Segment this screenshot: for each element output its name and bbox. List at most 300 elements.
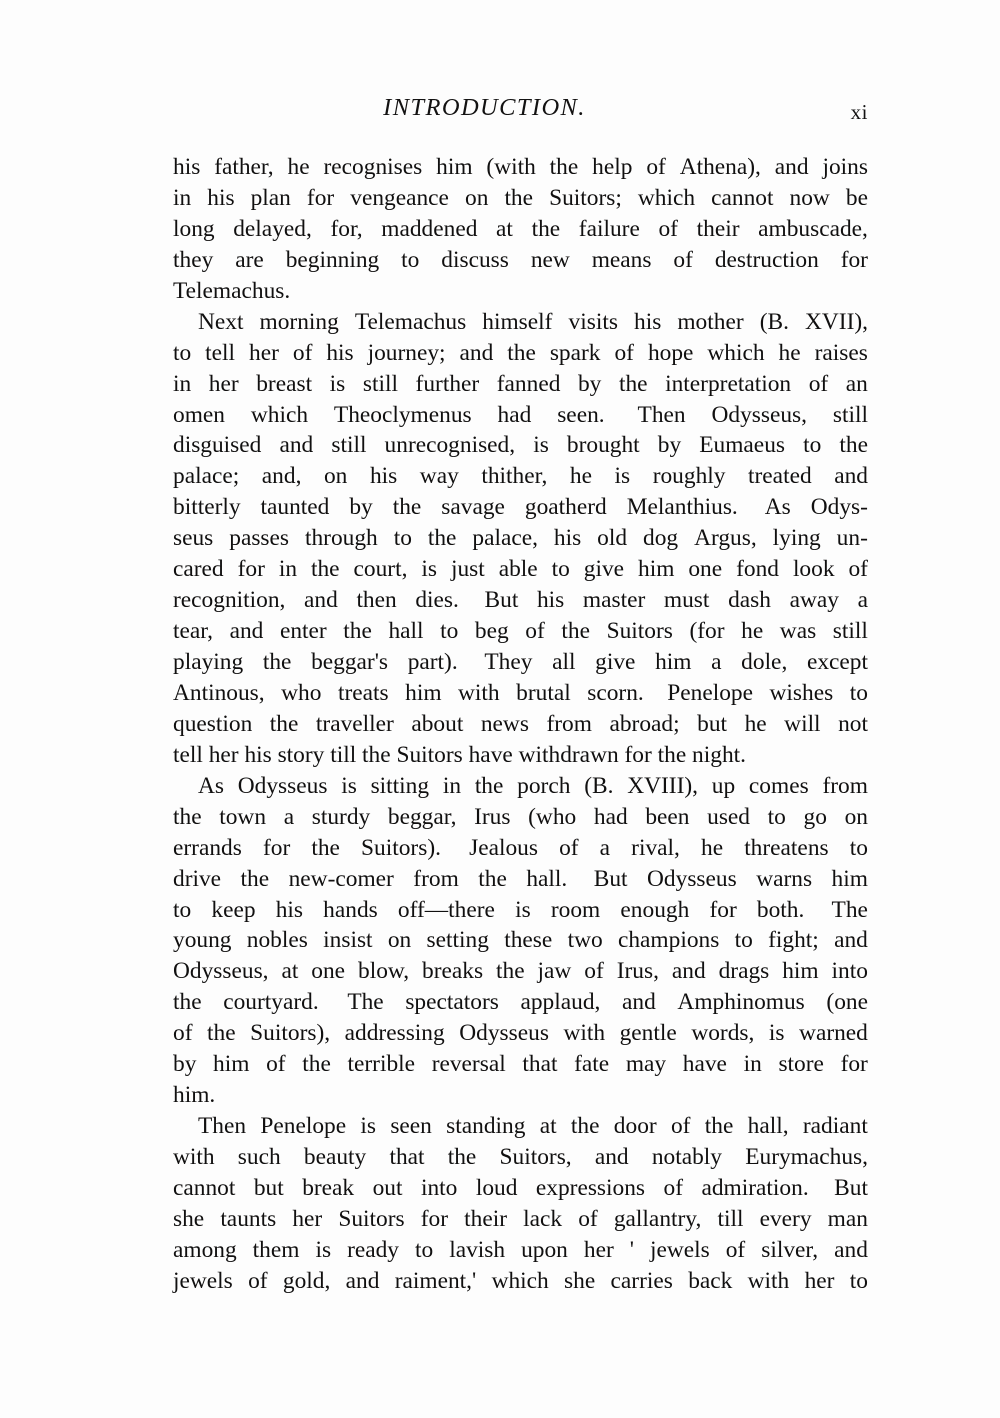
word: they (173, 246, 214, 273)
word: setting (426, 927, 489, 954)
word: old (597, 525, 628, 552)
word: dies. (415, 587, 459, 614)
word: ready (347, 1236, 400, 1263)
text-line (173, 709, 868, 740)
word: his (634, 308, 662, 335)
word: tear, (173, 618, 213, 645)
word: and (229, 618, 264, 645)
text-line (173, 956, 868, 987)
word: drags (718, 958, 770, 985)
word: father, (214, 154, 274, 180)
word: which (491, 1267, 549, 1294)
text-line (173, 369, 868, 400)
word: scorn. (587, 679, 644, 706)
word: (B. (759, 308, 789, 335)
word: gentle (619, 1020, 677, 1047)
word: both. (756, 896, 805, 923)
word: the (507, 339, 536, 366)
word: young (173, 927, 232, 954)
word: XVII), (805, 308, 868, 335)
word: every (759, 1205, 812, 1232)
word: seen (390, 1113, 432, 1140)
word: cared (173, 556, 224, 583)
word: hope (647, 339, 694, 366)
word: is (341, 772, 357, 799)
word: by (657, 432, 682, 459)
text-line (173, 987, 868, 1018)
word: is (421, 556, 437, 583)
text-line (173, 925, 868, 956)
word: with (458, 679, 500, 706)
text-line (173, 678, 868, 709)
word: keep (211, 896, 256, 923)
word: away (789, 587, 839, 614)
word: admiration. (701, 1174, 809, 1201)
word: that (389, 1144, 425, 1170)
word: an (845, 370, 868, 397)
text-line (173, 338, 868, 369)
word: till (717, 1205, 744, 1232)
word: way (419, 463, 459, 490)
word: recognition, (173, 587, 286, 614)
word: But (484, 587, 519, 614)
text-line (173, 864, 868, 895)
word: on (465, 184, 489, 211)
word: still (832, 618, 868, 645)
word: new-comer (288, 865, 394, 892)
word: the (531, 215, 561, 242)
word: for (840, 246, 868, 273)
word: is (533, 432, 549, 459)
word: at (281, 958, 299, 985)
word: jewels (173, 1267, 233, 1294)
word: porch (517, 772, 571, 799)
word: to (734, 927, 753, 954)
word: Odys- (810, 494, 868, 521)
word: Penelope (260, 1113, 347, 1140)
word: to (401, 246, 420, 273)
text-line (173, 833, 868, 864)
word: among (173, 1236, 237, 1263)
word: is (614, 463, 631, 490)
word: his (275, 896, 303, 923)
word: upon (521, 1236, 568, 1263)
word: had (497, 401, 532, 428)
word: the (262, 649, 292, 675)
word: silver, (761, 1236, 819, 1263)
word: is (329, 370, 346, 397)
word: him (831, 865, 868, 892)
word: the (311, 834, 340, 861)
text-line (173, 1111, 868, 1142)
text-line (173, 276, 868, 307)
word: But (834, 1174, 868, 1201)
word: hall (388, 618, 424, 645)
word: addressing (344, 1020, 445, 1047)
word: roughly (652, 463, 726, 490)
word: who (281, 679, 322, 706)
word: a (857, 587, 868, 614)
word: As (764, 494, 791, 521)
word: the (392, 494, 422, 521)
word: Penelope (667, 679, 754, 706)
word: on (323, 463, 348, 490)
word: in (743, 1051, 762, 1078)
word: all (552, 649, 576, 675)
word: courtyard. (223, 989, 319, 1016)
page-number: xi (850, 100, 868, 124)
word: of (646, 154, 666, 180)
word: which (250, 401, 309, 428)
word: dole, (741, 649, 788, 675)
word: standing (446, 1113, 526, 1140)
word: for (262, 834, 291, 861)
word: a (283, 803, 295, 830)
word: Irus (474, 803, 511, 830)
word: one (311, 958, 346, 985)
word: she (564, 1267, 596, 1294)
text-line (173, 461, 868, 492)
word: for (237, 556, 265, 583)
word: failure (578, 215, 640, 242)
word: raises (814, 339, 868, 366)
word: and, (261, 463, 302, 490)
word: at (539, 1113, 557, 1140)
word: errands (173, 834, 242, 861)
text-line (173, 400, 868, 431)
word: ' (629, 1236, 634, 1263)
word: to (440, 618, 459, 645)
word: breaks (422, 958, 484, 985)
word: his (207, 184, 235, 211)
word: words, (691, 1020, 755, 1047)
running-head-title: INTRODUCTION. (383, 94, 586, 121)
word: he (569, 463, 592, 490)
word: have (682, 1051, 727, 1078)
text-line (173, 740, 868, 771)
word: Jealous (469, 834, 538, 861)
word: new (530, 246, 570, 273)
text-line (173, 554, 868, 585)
word: un- (836, 525, 868, 552)
word: of (584, 958, 604, 985)
word: had (593, 803, 628, 830)
text-line (173, 771, 868, 802)
word: palace; (173, 463, 240, 490)
word: Irus, (616, 958, 659, 985)
word: of (559, 834, 579, 861)
word: news (480, 710, 529, 737)
word: beg (474, 618, 509, 645)
word: from (546, 710, 592, 737)
word: Telemachus. (173, 277, 291, 304)
text-line (173, 585, 868, 616)
word: he (744, 710, 767, 737)
body-text-block (173, 152, 868, 1297)
word: court, (353, 556, 408, 583)
word: on (387, 927, 412, 954)
word: still (832, 401, 868, 428)
word: (with (486, 154, 536, 180)
word: him (405, 679, 442, 706)
word: must (663, 587, 710, 614)
word: treats (337, 679, 389, 706)
word: him. (173, 1082, 216, 1109)
word: bitterly (173, 494, 241, 521)
word: of (292, 339, 313, 366)
word: master (582, 587, 646, 614)
word: through (304, 525, 378, 552)
word: mother (677, 308, 744, 335)
word: and (834, 1236, 868, 1263)
word: in (173, 370, 192, 397)
word: the (310, 556, 340, 583)
word: vengeance (350, 184, 449, 211)
word: by (577, 370, 602, 397)
word: and (459, 339, 494, 366)
word: his (369, 463, 398, 490)
word: spectators (405, 989, 499, 1016)
word: was (779, 618, 817, 645)
word: traveller (315, 710, 394, 737)
word: in (278, 556, 298, 583)
word: able (498, 556, 538, 583)
word: Eumaeus (699, 432, 785, 459)
text-line (173, 647, 868, 678)
word: are (235, 246, 264, 273)
word: nobles (246, 927, 308, 954)
word: be (845, 184, 868, 211)
word: her (583, 1236, 614, 1263)
word: the (496, 958, 525, 985)
word: (one (826, 989, 868, 1016)
word: and (834, 463, 868, 490)
word: The (347, 989, 384, 1016)
word: the (302, 1051, 331, 1078)
word: beginning (285, 246, 380, 273)
word: discuss (441, 246, 509, 273)
word: the (474, 772, 504, 799)
word: their (464, 1205, 508, 1232)
word: lavish (449, 1236, 506, 1263)
word: door (613, 1113, 657, 1140)
word: rival, (631, 834, 680, 861)
word: tell her his story till the Suitors have withdrawn for the night. (173, 741, 746, 768)
word: sturdy (311, 803, 371, 830)
word: he (741, 618, 764, 645)
word: blow, (358, 958, 410, 985)
word: may (625, 1051, 667, 1078)
word: to (173, 896, 192, 923)
word: jaw (537, 958, 572, 985)
word: beauty (303, 1144, 367, 1170)
word: plan (250, 184, 291, 211)
word: question (173, 710, 253, 737)
word: him (638, 556, 675, 583)
word: (B. (584, 772, 614, 799)
word: hall, (747, 1113, 789, 1140)
word: expressions (535, 1174, 646, 1201)
word: the (427, 525, 457, 552)
word: he (701, 834, 724, 861)
word: of (848, 556, 868, 583)
word: maddened (381, 215, 478, 242)
word: The (831, 896, 868, 923)
word: They (484, 649, 533, 675)
word: ambuscade, (758, 215, 868, 242)
word: Then (637, 401, 686, 428)
word: Melanthius. (626, 494, 738, 521)
word: loud (475, 1174, 518, 1201)
word: treated (748, 463, 812, 490)
word: break (302, 1174, 355, 1201)
word: insist (323, 927, 373, 954)
word: is (315, 1236, 332, 1263)
word: go (803, 803, 827, 830)
word: Odysseus, (711, 401, 807, 428)
word: by (349, 494, 373, 521)
text-line (173, 1049, 868, 1080)
word: joins (822, 154, 868, 180)
word: and (345, 1267, 380, 1294)
word: a (599, 834, 611, 861)
text-line (173, 802, 868, 833)
word: further (415, 370, 480, 397)
word: applaud, (520, 989, 601, 1016)
word: Suitors; (549, 184, 622, 211)
word: the (269, 710, 299, 737)
text-line (173, 1266, 868, 1297)
word: such (237, 1144, 281, 1170)
word: the (549, 154, 579, 180)
word: the (839, 432, 868, 459)
word: (who (528, 803, 577, 830)
word: Suitors), (250, 1020, 331, 1047)
word: and (834, 927, 868, 954)
word: his (326, 339, 354, 366)
word: terrible (347, 1051, 416, 1078)
word: with (173, 1144, 215, 1170)
word: of (614, 339, 634, 366)
word: radiant (802, 1113, 868, 1140)
word: Odysseus (647, 865, 737, 892)
word: of (658, 215, 678, 242)
word: comes (748, 772, 809, 799)
word: palace, (472, 525, 538, 552)
word: Odysseus (237, 772, 328, 799)
text-line (173, 307, 868, 338)
word: to (849, 1267, 868, 1294)
word: two (567, 927, 603, 954)
word: threatens (744, 834, 829, 861)
word: warns (756, 865, 813, 892)
word: and (622, 989, 656, 1016)
word: from (822, 772, 868, 799)
word: of (670, 1113, 691, 1140)
word: recognises (323, 154, 423, 180)
word: lying (772, 525, 821, 552)
word: is (515, 896, 531, 923)
word: into (831, 958, 868, 985)
word: champions (617, 927, 720, 954)
word: Odysseus (459, 1020, 549, 1047)
word: his (553, 525, 582, 552)
word: breast (256, 370, 313, 397)
word: for (306, 184, 335, 211)
word: himself (482, 308, 553, 335)
word: omen (173, 401, 225, 428)
text-line (173, 1018, 868, 1049)
word: reversal (431, 1051, 506, 1078)
word: beggar, (387, 803, 457, 830)
word: of (266, 1051, 286, 1078)
word: fight; (768, 927, 819, 954)
word: but (253, 1174, 284, 1201)
word: their (696, 215, 740, 242)
word: Theoclymenus (333, 401, 472, 428)
word: out (372, 1174, 403, 1201)
word: a (711, 649, 722, 675)
word: seus (173, 525, 214, 552)
word: the (343, 618, 372, 645)
word: means (591, 246, 652, 273)
word: him (782, 958, 819, 985)
word: Eurymachus, (745, 1144, 868, 1170)
word: and (594, 1144, 629, 1170)
text-line (173, 1142, 868, 1173)
word: his (173, 154, 201, 180)
word: town (219, 803, 267, 830)
word: the (561, 618, 590, 645)
word: her (208, 370, 239, 397)
word: his (536, 587, 565, 614)
word: the (173, 989, 202, 1016)
word: thither, (481, 463, 548, 490)
word: Then (198, 1113, 247, 1140)
word: destruction (714, 246, 819, 273)
word: is (360, 1113, 377, 1140)
word: will (784, 710, 821, 737)
word: long (173, 215, 215, 242)
word: notably (651, 1144, 723, 1170)
word: the (173, 803, 202, 830)
word: brutal (516, 679, 571, 706)
word: enough (620, 896, 690, 923)
word: these (504, 927, 553, 954)
running-head (173, 94, 868, 128)
word: the (478, 865, 507, 892)
word: warned (799, 1020, 868, 1047)
word: delayed, (233, 215, 312, 242)
word: morning (259, 308, 339, 335)
word: drive (173, 865, 222, 892)
word: Telemachus (354, 308, 467, 335)
word: cannot (711, 184, 774, 211)
word: (for (689, 618, 725, 645)
word: journey; (367, 339, 446, 366)
word: that (522, 1051, 558, 1078)
word: which (707, 339, 765, 366)
word: still (362, 370, 398, 397)
word: on (844, 803, 868, 830)
word: with (563, 1020, 606, 1047)
text-line (173, 492, 868, 523)
word: abroad; (609, 710, 680, 737)
word: her (249, 339, 279, 366)
word: up (711, 772, 736, 799)
word: Suitors (606, 618, 673, 645)
word: the (570, 1113, 600, 1140)
